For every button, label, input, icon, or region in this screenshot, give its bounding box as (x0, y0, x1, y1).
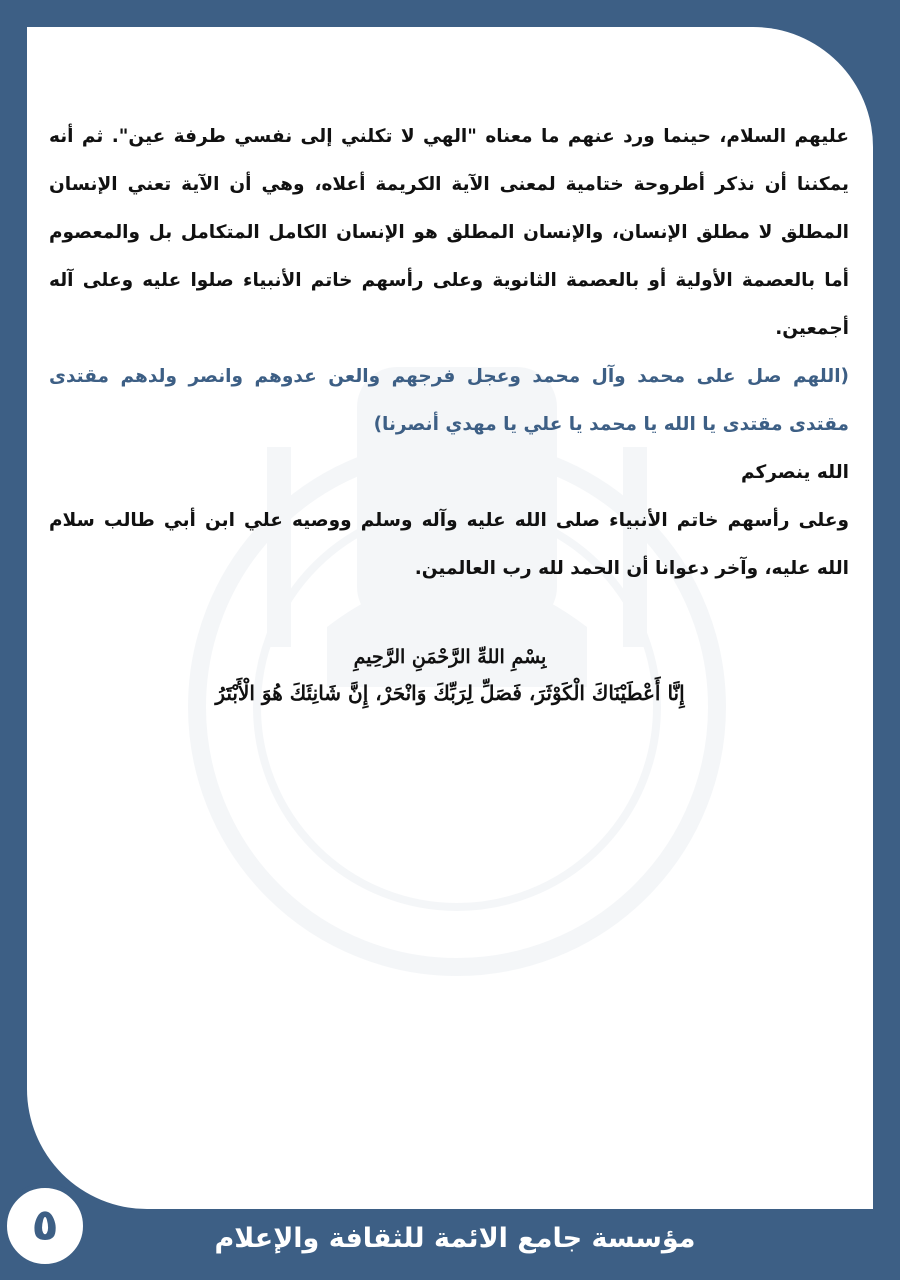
footer (0, 1209, 900, 1280)
quran-verse-block (87, 639, 813, 711)
supplication-line: الله ينصركم (740, 462, 849, 483)
article-body (49, 113, 849, 593)
closing-paragraph: وعلى رأسهم خاتم الأنبياء صلى الله عليه وآله وسلم ووصيه علي ابن أبي طالب سلام الله عليه، وآخر دعوانا أن الحمد لله رب العالمين. (49, 510, 849, 579)
basmala: بِسْمِ اللهِّ الرَّحْمَنِ الرَّحِيمِ (353, 646, 547, 668)
quran-verse: إِنَّا أَعْطَيْنَاكَ الْكَوْثَرَ، فَصَلِّ لِرَبِّكَ وَانْحَرْ، إِنَّ شَانِئَكَ هُوَ الْأَبْتَرُ (215, 681, 685, 705)
prayer-text: (اللهم صل على محمد وآل محمد وعجل فرجهم والعن عدوهم وانصر ولدهم مقتدى مقتدى مقتدى يا الله يا محمد يا علي يا مهدي أنصرنا) (49, 366, 849, 435)
institution-name: مؤسسة جامع الائمة للثقافة والإعلام (214, 1223, 696, 1254)
page-number: ٥ (31, 1200, 59, 1251)
body-paragraph: عليهم السلام، حينما ورد عنهم ما معناه "الهي لا تكلني إلى نفسي طرفة عين". ثم أنه يمكننا أن نذكر أطروحة ختامية لمعنى الآية الكريمة أعلاه، وهي أن الآية تعني الإنسان المطلق لا مطلق الإنسان، والإنسان المطلق هو الإنسان الكامل المتكامل بل والمعصوم أما بالعصمة الأولية أو بالعصمة الثانوية وعلى رأسهم خاتم الأنبياء صلوا عليه وعلى آله أجمعين. (49, 126, 849, 339)
page-card (27, 27, 873, 1209)
page-number-badge (2, 1183, 88, 1269)
